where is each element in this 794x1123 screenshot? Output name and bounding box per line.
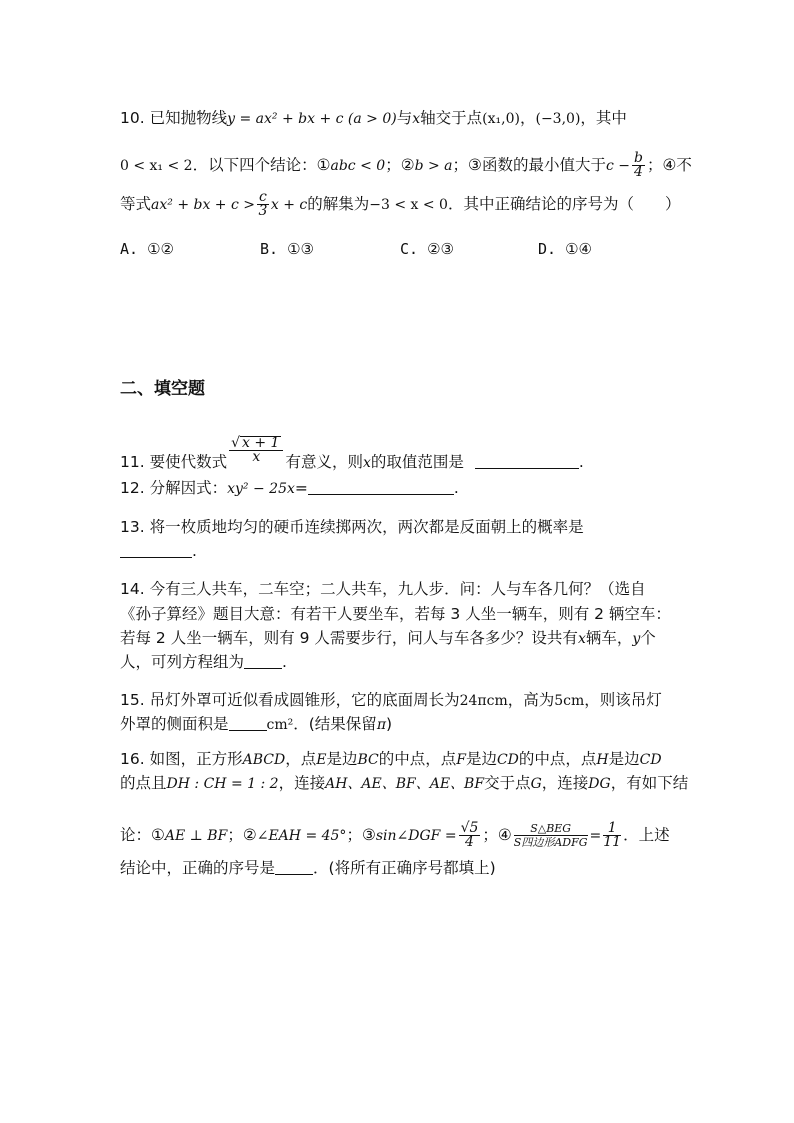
q13-number: 13. [120, 518, 145, 536]
q15-text: 外罩的侧面积是 [120, 715, 229, 733]
q16-text: 论：① [120, 826, 165, 844]
q16-text: ；② [227, 826, 257, 844]
q10-point2: (−3,0) [535, 111, 581, 127]
q16-ratio: DH : CH = 1 : 2 [166, 776, 279, 792]
q14-text: 若每 2 人坐一辆车，则有 9 人需要步行，问人与车各多少？设共有 [120, 629, 578, 647]
q15-text: ，高为 [507, 691, 555, 709]
q11-line [120, 436, 584, 474]
q10-text: 轴交于点 [420, 109, 483, 127]
q10-line2 [120, 152, 692, 179]
q10-text: 的解集为 [307, 195, 370, 213]
q15-line1 [120, 689, 662, 712]
q16-side-cd: CD [639, 752, 662, 768]
q16-text: ，有如下结 [610, 774, 689, 792]
q10-frac-den: 4 [634, 164, 643, 180]
q10-text: ；② [385, 156, 415, 174]
q16-text: 的中点，点 [378, 750, 457, 768]
q10-text: ．其中正确结论的序号为（ ） [447, 195, 681, 213]
q10-fraction-c3 [257, 191, 269, 218]
q12-line [120, 477, 459, 500]
q16-text: ，连接 [278, 774, 326, 792]
q14-text: 辆车， [585, 629, 633, 647]
q16-text: ；③ [346, 826, 376, 844]
q10-solution-set: −3 < x < 0 [369, 197, 448, 213]
q16-square: ABCD [242, 752, 286, 768]
q11-answer-blank[interactable] [475, 454, 579, 469]
q10-text: ；④不 [646, 156, 692, 174]
q16-frac-den: 4 [465, 834, 474, 850]
q16-line1 [120, 748, 662, 771]
q12-equals: = [294, 479, 308, 497]
q11-frac-num: √ x + 1 [229, 436, 283, 451]
q16-line2 [120, 772, 688, 795]
q16-text: 的中点，点 [518, 750, 597, 768]
q15-circumference: 24πcm [459, 693, 508, 709]
q11-number: 11. [120, 453, 145, 471]
q10-frac-num: c [259, 189, 267, 205]
q13-answer-blank[interactable] [120, 543, 192, 558]
q16-frac-num: S△BEG [514, 822, 588, 836]
q12-answer-blank[interactable] [308, 480, 454, 495]
q16-conclusion2: ∠EAH = 45° [256, 828, 347, 844]
q16-text: 16. 如图，正方形 [120, 750, 243, 768]
q16-point-e: E [316, 752, 327, 768]
q14-text: 人，可列方程组为 [120, 653, 245, 671]
q10-option-d: D. ①④ [538, 240, 592, 258]
q16-side-cd: CD [496, 752, 519, 768]
q14-line4 [120, 651, 287, 673]
q11-radicand: x + 1 [242, 435, 280, 451]
q16-line4 [120, 857, 496, 879]
q13-end: . [192, 542, 197, 560]
q10-text: 与 [396, 109, 413, 127]
q16-point-h: H [596, 752, 609, 768]
q13-line2 [120, 540, 197, 562]
q11-text: 有意义，则 [285, 453, 363, 471]
q16-line3 [120, 822, 670, 849]
q16-text: 的点且 [120, 774, 167, 792]
q10-fraction-b4 [632, 152, 645, 179]
q16-frac-den: 11 [603, 834, 622, 850]
q16-text: 是边 [608, 750, 640, 768]
q10-line1 [120, 107, 627, 130]
q16-frac-num: 1 [603, 822, 621, 836]
q10-frac-den: 3 [258, 203, 268, 219]
q14-line1: 14. 今有三人共车，二车空；二人共车，九人步．问：人与车各几何？（选自 [120, 580, 646, 598]
q16-conclusion1: AE ⊥ BF [164, 828, 228, 844]
q10-conclusion1: abc < 0 [330, 158, 386, 174]
q12-text: 分解因式： [149, 479, 228, 497]
q11-end: . [578, 453, 584, 471]
q12-end: . [453, 479, 459, 497]
q16-side-bc: BC [357, 752, 379, 768]
q14-end: . [282, 653, 287, 671]
section-heading: 二、填空题 [120, 379, 205, 399]
q16-text: ．上述 [623, 826, 670, 844]
q10-conclusion2: b > a [414, 158, 453, 174]
q11-var: x [362, 455, 371, 471]
q10-option-b: B. ①③ [260, 240, 314, 258]
q10-parabola-eq: y = ax² + bx + c (a > 0) [227, 111, 397, 127]
q10-text: ，其中 [580, 109, 627, 127]
q14-answer-blank[interactable] [244, 654, 282, 669]
q10-inequality-rhs: x + c [270, 197, 308, 213]
q16-segments: AH、AE、BF、AE、BF [325, 776, 485, 792]
q16-text: ，连接 [541, 774, 589, 792]
q14-line2: 《孙子算经》题目大意：有若干人要坐车，若每 3 人坐一辆车，则有 2 辆空车： [120, 605, 671, 623]
q15-text: ．(结果保留 [293, 715, 377, 733]
q16-text: 是边 [465, 750, 497, 768]
q16-text: 结论中，正确的序号是 [120, 859, 276, 877]
q10-text: ．以下四个结论：① [192, 156, 331, 174]
q10-var-x: x [412, 111, 421, 127]
q13-line1 [120, 516, 584, 538]
q16-point-f: F [456, 752, 466, 768]
q10-option-c: C. ②③ [400, 240, 454, 258]
q16-equals: = [589, 828, 602, 844]
q10-text: 等式 [120, 195, 152, 213]
q10-point1: (x₁,0) [482, 111, 520, 127]
q16-point-g: G [530, 776, 542, 792]
q16-text: ，点 [285, 750, 317, 768]
q16-fraction-1-11 [603, 822, 621, 849]
q14-text: 个 [640, 629, 656, 647]
q16-segment-dg: DG [588, 776, 611, 792]
q14-line3 [120, 627, 656, 650]
q16-frac-den: S四边形ADFG [513, 836, 588, 849]
q11-frac-den: x [252, 449, 261, 465]
q10-line3 [120, 191, 680, 218]
q15-pi: π [376, 717, 387, 733]
q15-answer-blank[interactable] [229, 716, 267, 731]
q12-expression: xy² − 25x [227, 481, 295, 497]
q16-conclusion3: sin∠DGF = [375, 828, 457, 844]
q16-answer-blank[interactable] [275, 860, 313, 875]
q10-text: 已知抛物线 [149, 109, 228, 127]
q16-fraction-sqrt5 [459, 822, 481, 849]
q16-frac-num: √5 [460, 820, 479, 836]
q16-text: ；④ [482, 826, 512, 844]
q15-line2 [120, 713, 392, 736]
q15-height: 5cm [554, 693, 585, 709]
q10-conclusion3: c − [605, 158, 630, 174]
q13-text: 将一枚质地均匀的硬币连续掷两次，两次都是反面朝上的概率是 [149, 518, 584, 536]
q16-text: 交于点 [484, 774, 531, 792]
q15-text: ) [386, 715, 393, 733]
q16-text: 是边 [326, 750, 358, 768]
q11-text: 要使代数式 [149, 453, 228, 471]
q12-number: 12. [120, 479, 145, 497]
q16-fraction-area [514, 822, 588, 849]
q10-inequality: ax² + bx + c > [151, 197, 256, 213]
q11-fraction [229, 436, 283, 464]
q10-text: ；③函数的最小值大于 [452, 156, 606, 174]
q16-text: ．(将所有正确序号都填上) [313, 859, 496, 877]
q14-var-y: y [632, 631, 641, 647]
q11-text: 的取值范围是 [370, 453, 464, 471]
q10-frac-num: b [633, 150, 643, 166]
q15-text: 15. 吊灯外罩可近似看成圆锥形，它的底面周长为 [120, 691, 460, 709]
q10-number: 10. [120, 109, 145, 127]
q14-var-x: x [577, 631, 586, 647]
q10-option-a: A. ①② [120, 240, 174, 258]
q10-condition: 0 < x₁ < 2 [120, 158, 193, 174]
q10-text: ， [519, 109, 536, 127]
q15-text: ，则该吊灯 [584, 691, 662, 709]
q15-unit: cm² [266, 717, 294, 733]
